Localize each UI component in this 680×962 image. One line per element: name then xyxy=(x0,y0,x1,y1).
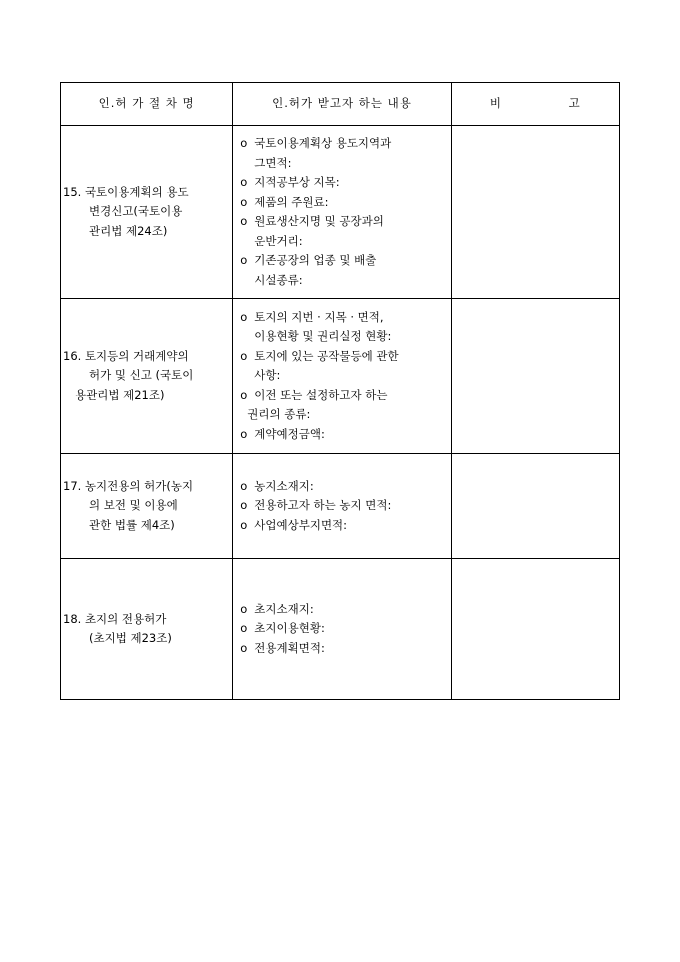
bullet-icon: o xyxy=(240,498,248,513)
list-item: o 이전 또는 설정하고자 하는 xyxy=(240,386,450,406)
bullet-icon: o xyxy=(240,194,248,209)
bullet-icon: o xyxy=(240,309,248,324)
list-item-continuation: 시설종류: xyxy=(254,272,303,287)
procedure-cell xyxy=(61,559,233,700)
list-item: o 사업예상부지면적: xyxy=(240,516,450,536)
list-item: o 국토이용계획상 용도지역과 xyxy=(240,134,450,154)
procedure-line: 허가 및 신고 (국토이 xyxy=(89,368,194,383)
bullet-icon: o xyxy=(240,517,248,532)
bullet-icon: o xyxy=(240,175,248,189)
bullet-icon: o xyxy=(240,426,248,441)
procedure-cell xyxy=(61,454,233,559)
header-remarks: 비 고 xyxy=(451,83,619,126)
list-item: o 지적공부상 지목: xyxy=(240,173,450,193)
table-header-row xyxy=(61,83,620,126)
contents-cell xyxy=(233,454,451,559)
contents-cell xyxy=(233,559,451,700)
bullet-icon: o xyxy=(240,478,248,493)
remarks-cell xyxy=(451,454,619,559)
bullet-icon: o xyxy=(240,253,248,267)
header-procedure-name: 인.허 가 절 차 명 xyxy=(61,83,233,126)
list-item-continuation: 이용현황 및 권리실정 현황: xyxy=(254,329,392,344)
procedure-line: 용관리법 제21조) xyxy=(75,387,165,402)
bullet-icon: o xyxy=(240,214,248,228)
procedure-cell xyxy=(61,126,233,299)
list-item: o 제품의 주원료: xyxy=(240,193,450,213)
bullet-icon: o xyxy=(240,621,248,636)
list-item: o 토지에 있는 공작물등에 관한 xyxy=(240,347,450,367)
list-item-continuation: 사항: xyxy=(254,368,281,383)
contents-cell xyxy=(233,126,451,299)
list-item: o 초지이용현황: xyxy=(240,619,450,639)
procedure-line: 의 보전 및 이용에 xyxy=(89,498,178,513)
table-row xyxy=(61,126,620,299)
list-item: o 원료생산지명 및 공장과의 xyxy=(240,212,450,232)
procedure-cell xyxy=(61,299,233,454)
procedure-line: 관리법 제24조) xyxy=(89,223,168,238)
procedure-line: 15. 국토이용계획의 용도 xyxy=(63,184,189,199)
header-permit-contents: 인.허가 받고자 하는 내용 xyxy=(233,83,451,126)
list-item: o 전용하고자 하는 농지 면적: xyxy=(240,496,450,516)
contents-cell xyxy=(233,299,451,454)
procedure-line: 변경신고(국토이용 xyxy=(89,204,183,219)
procedure-line: 18. 초지의 전용허가 xyxy=(63,611,167,626)
list-item-continuation: 권리의 종류: xyxy=(247,407,311,422)
list-item: o 계약예정금액: xyxy=(240,425,450,445)
list-item-continuation: 운반거리: xyxy=(254,233,303,248)
bullet-icon: o xyxy=(240,136,248,150)
list-item: o 기존공장의 업종 및 배출 xyxy=(240,251,450,271)
remarks-cell xyxy=(451,126,619,299)
table-row xyxy=(61,559,620,700)
list-item: o 초지소재지: xyxy=(240,600,450,620)
remarks-cell xyxy=(451,559,619,700)
remarks-cell xyxy=(451,299,619,454)
bullet-icon: o xyxy=(240,601,248,616)
list-item: o 토지의 지번 · 지목 · 면적, xyxy=(240,308,450,328)
bullet-icon: o xyxy=(240,387,248,402)
bullet-icon: o xyxy=(240,640,248,655)
procedure-line: 17. 농지전용의 허가(농지 xyxy=(63,478,194,493)
bullet-icon: o xyxy=(240,348,248,363)
permit-procedure-table xyxy=(60,82,620,700)
table-row xyxy=(61,454,620,559)
list-item: o 전용계획면적: xyxy=(240,639,450,659)
table-row xyxy=(61,299,620,454)
procedure-line: 16. 토지등의 거래계약의 xyxy=(63,348,189,363)
list-item-continuation: 그면적: xyxy=(254,155,292,170)
procedure-line: (초지법 제23조) xyxy=(89,631,172,645)
list-item: o 농지소재지: xyxy=(240,477,450,497)
procedure-line: 관한 법률 제4조) xyxy=(89,517,175,532)
